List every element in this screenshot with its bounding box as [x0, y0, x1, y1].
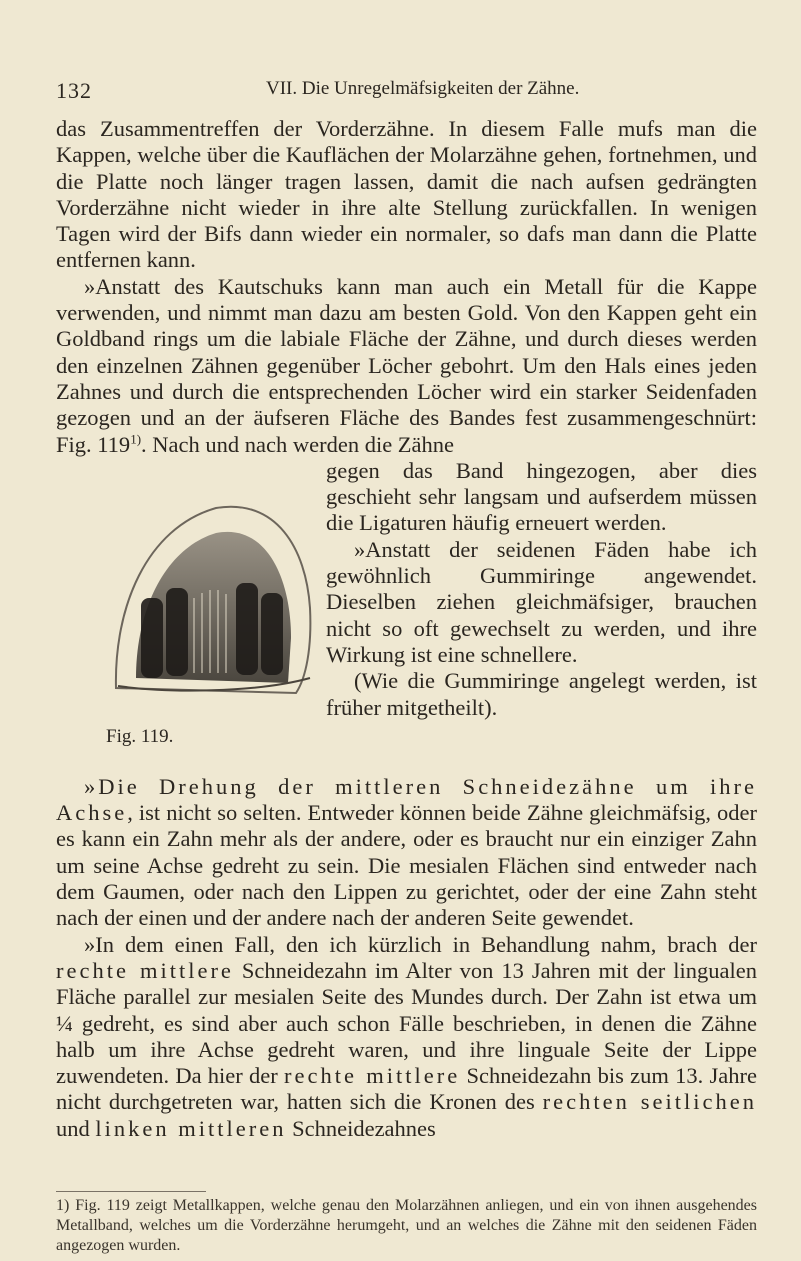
footnote: 1) Fig. 119 zeigt Metallkappen, welche genau den Molarzähnen anliegen, und ein von ihnen ausgehendes Metallband, welches um die Vorderzähne herumgeht, und an welches die Zähne mit den seidenen Fäden angezogen wurden. [56, 1197, 757, 1254]
figure-caption: Fig. 119. [106, 725, 174, 747]
wrapped-text [326, 458, 757, 721]
paragraph-2-text: »Anstatt des Kautschuks kann man auch ein Metall für die Kappe verwenden, und nimmt man dazu am besten Gold. Von den Kappen geht ein Goldband rings um die labiale Fläche der Zähne, und durch dieses werden den einzelnen Zähnen gegenüber Löcher gebohrt. Um den Hals eines jeden Zahnes und durch die entsprechenden Löcher wird ein starker Seidenfaden gezogen und an der äufseren Fläche des Bandes fest zusammengeschnürt: Fig. 119 [56, 273, 757, 457]
paragraph-2-continued: gegen das Band hingezogen, aber dies geschieht sehr langsam und aufserdem müssen die Ligaturen häufig erneuert werden. [326, 457, 757, 536]
emphasis-4: linken mittleren [95, 1115, 287, 1141]
emphasis-2: rechte mittlere [284, 1063, 461, 1089]
dental-cap-illustration [106, 488, 318, 718]
page-header [56, 78, 756, 106]
footnote-marker: 1) [130, 431, 142, 447]
paragraph-6-text-d: und [56, 1115, 90, 1141]
body-text [56, 116, 757, 1142]
emphasis-1: rechte mittlere [56, 957, 234, 983]
paragraph-1: das Zusammentreffen der Vorderzähne. In diesem Falle mufs man die Kappen, welche über die Kauflächen der Molarzähne gehen, fortnehmen, und die Platte noch länger tragen lassen, damit die nach aufsen gedrängten Vorderzähne nicht wieder in ihre alte Stellung zurückfallen. In wenigen Tagen wird der Bifs dann wieder ein normaler, so dafs man dann die Platte entfernen kann. [56, 116, 757, 273]
paragraph-5 [56, 774, 757, 932]
figure-wrap-block [56, 458, 757, 774]
section-heading-spaced: »Die Drehung der mittleren Schneidezähne um ihre Achse [56, 773, 757, 826]
figure-119 [106, 488, 318, 746]
paragraph-6-text-b: Schneidezahn im Alter von 13 Jahren mit der lingualen Fläche parallel zur mesialen Seite des Mundes durch. Der Zahn ist etwa um ¼ gedreht, es sind aber auch schon Fälle beschrieben, in denen die Zähne halb um ihre Achse gedreht waren, und ihre linguale Seite der Lippe zuwendeten. Da hier der [56, 957, 757, 1089]
paragraph-2 [56, 274, 757, 458]
paragraph-3: »Anstatt der seidenen Fäden habe ich gewöhnlich Gummiringe angewendet. Dieselben ziehen gleichmäfsiger, brauchen nicht so oft gewechselt zu werden, und ihre Wirkung ist eine schnellere. [326, 536, 757, 667]
paragraph-6-text-c: Schneidezahn bis zum 13. Jahre nicht durchgetreten war, hatten sich die Kronen des [56, 1063, 757, 1115]
running-head: VII. Die Unregelmäfsigkeiten der Zähne. [266, 78, 580, 99]
paragraph-6-text-a: »In dem einen Fall, den ich kürzlich in Behandlung nahm, brach der [84, 931, 757, 957]
paragraph-5-text: , ist nicht so selten. Entweder können beide Zähne gleichmäfsig, oder es kann ein Zahn mehr als der andere, oder es braucht nur ein einziger Zahn um seine Achse gedreht zu sein. Die mesialen Flächen sind entweder nach dem Gaumen, oder nach den Lippen zu gerichtet, oder der eine Zahn steht nach der einen und der andere nach der anderen Seite gewendet. [56, 800, 757, 931]
paragraph-6 [56, 932, 757, 1142]
paragraph-4: (Wie die Gummiringe angelegt werden, ist früher mitgetheilt). [326, 668, 757, 720]
paragraph-6-text-e: Schneidezahnes [292, 1115, 436, 1141]
emphasis-3: rechten seitlichen [542, 1089, 757, 1115]
footnote-rule [56, 1191, 206, 1192]
paragraph-2-end: . Nach und nach werden die Zähne [141, 431, 455, 457]
page-number: 132 [56, 78, 92, 103]
